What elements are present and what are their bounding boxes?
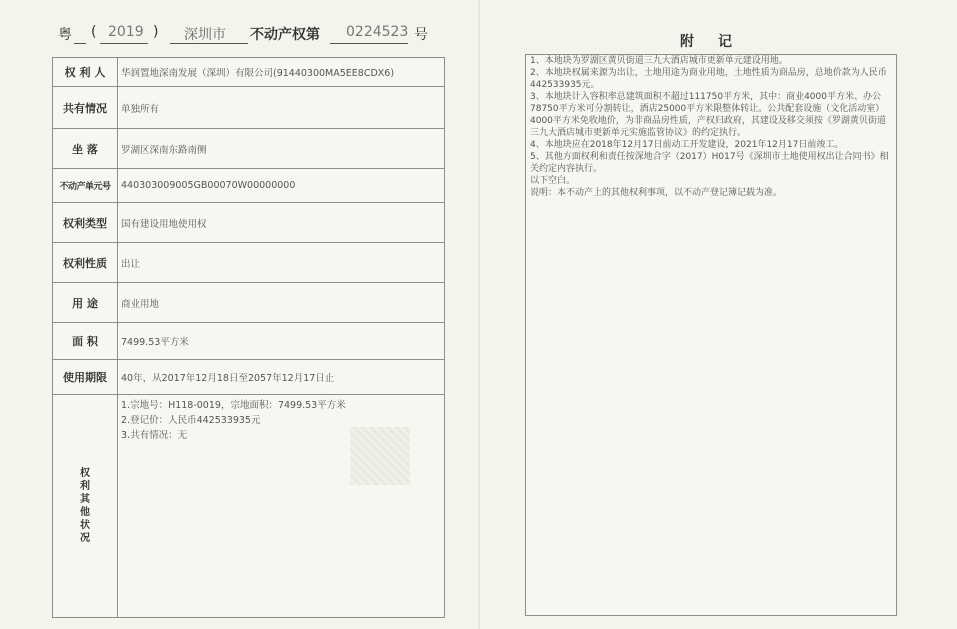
other-line: 1.宗地号：H118-0019，宗地面积：7499.53平方米	[121, 400, 346, 411]
row-label: 权利类型	[53, 203, 118, 243]
other-rights-label: 权利其他状况	[80, 468, 90, 544]
fuji-item: 以下空白。	[530, 176, 576, 186]
fuji-item: 1、本地块为罗湖区黄贝街道三九大酒店城市更新单元建设用地。	[530, 56, 788, 66]
paren-close: )	[153, 24, 159, 40]
certificate-number: 0224523	[346, 24, 409, 40]
row-label: 权 利 人	[53, 58, 118, 87]
paren-open: (	[91, 24, 97, 40]
fuji-item: 2、本地块权属来源为出让，土地用途为商业用地，土地性质为商品房，总地价款为人民币442533935元。	[530, 68, 887, 90]
other-rights-row	[53, 395, 445, 618]
table-row	[53, 243, 445, 283]
table-row	[53, 169, 445, 203]
fuji-text	[530, 55, 892, 199]
fuji-box	[525, 54, 897, 616]
table-row	[53, 58, 445, 87]
other-rights-text	[121, 398, 346, 443]
row-label: 面 积	[53, 323, 118, 360]
row-value: 单独所有	[118, 87, 445, 129]
fuji-item: 说明：本不动产上的其他权利事项，以不动产登记簿记载为准。	[530, 188, 783, 198]
seal-mark	[350, 427, 410, 485]
row-value: 华润置地深南发展（深圳）有限公司(91440300MA5EE8CDX6)	[118, 58, 445, 87]
table-row	[53, 87, 445, 129]
row-value: 7499.53平方米	[118, 323, 445, 360]
row-label: 权利性质	[53, 243, 118, 283]
row-value: 440303009005GB00070W00000000	[118, 169, 445, 203]
row-value: 商业用地	[118, 283, 445, 323]
other-line: 2.登记价：人民币442533935元	[121, 415, 261, 426]
number-suffix: 号	[414, 27, 428, 43]
row-value: 出让	[118, 243, 445, 283]
fuji-item: 5、其他方面权利和责任按深地合字（2017）H017号《深圳市土地使用权出让合同书》相关约定内容执行。	[530, 152, 889, 174]
other-line: 3.共有情况：无	[121, 430, 188, 441]
fuji-item: 4、本地块应在2018年12月17日前动工开发建设，2021年12月17日前竣工。	[530, 140, 844, 150]
other-rights-label-cell	[53, 395, 118, 618]
table-row	[53, 360, 445, 395]
city-value: 深圳市	[184, 27, 226, 43]
underline	[330, 43, 408, 44]
table-row	[53, 129, 445, 169]
row-label: 用 途	[53, 283, 118, 323]
table-row	[53, 283, 445, 323]
fuji-item: 3、本地块计入容积率总建筑面积不超过111750平方米，其中：商业4000平方米、办公78750平方米可分割转让，酒店25000平方米限整体转让。公共配套设施（文化活动室）4000平方米免收地价，为非商品房性质，产权归政府，其建设及移交须按《罗湖黄贝街道三九大酒店城市更新单元实施监管协议》的约定执行。	[530, 92, 886, 138]
fuji-title: 附记	[680, 34, 756, 50]
row-label: 坐 落	[53, 129, 118, 169]
underline	[170, 43, 248, 44]
row-value: 罗湖区深南东路南侧	[118, 129, 445, 169]
row-label: 使用期限	[53, 360, 118, 395]
year-value: 2019	[108, 24, 144, 40]
table-row	[53, 203, 445, 243]
registration-table	[52, 57, 445, 618]
certificate-title: 不动产权第	[250, 27, 320, 43]
province-char: 粤	[58, 27, 72, 43]
table-row	[53, 323, 445, 360]
underline	[100, 43, 148, 44]
row-value: 国有建设用地使用权	[118, 203, 445, 243]
row-label: 不动产单元号	[53, 169, 118, 203]
row-label: 共有情况	[53, 87, 118, 129]
row-value: 40年，从2017年12月18日至2057年12月17日止	[118, 360, 445, 395]
underline	[74, 43, 86, 44]
other-rights-cell	[118, 395, 445, 618]
